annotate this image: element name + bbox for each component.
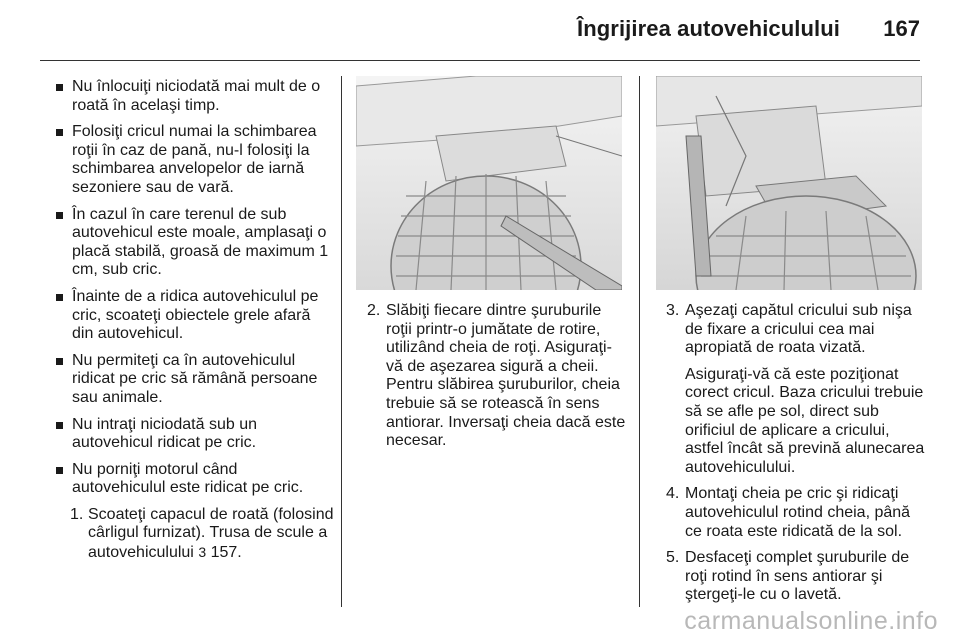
wheel-wrench-illustration: [356, 76, 622, 290]
car-jack-illustration: [656, 76, 922, 290]
wheel-nut-loosening-illustration: [356, 76, 622, 290]
header-rule: [40, 60, 920, 61]
step-number: 1.: [70, 505, 84, 523]
step-text: Aşezaţi capătul cricului sub nişa de fixare a cricului cea mai apropiată de roata vizată.: [685, 302, 912, 357]
step-text: Desfaceţi complet şuruburile de roţi rotind în sens antiorar şi ştergeţi-le cu o lavetă.: [685, 549, 910, 604]
page-reference-arrow-icon: 3: [198, 544, 207, 561]
jack-placement-illustration: [656, 76, 922, 290]
page-reference-link[interactable]: 157.: [210, 544, 242, 562]
watermark: carmanualsonline.info: [684, 607, 938, 635]
column-1: [44, 78, 334, 571]
step-number: 5.: [666, 549, 680, 567]
step-number: 4.: [666, 485, 680, 503]
step-text: Scoateţi capacul de roată (folosind cârligul furnizat). Trusa de scule a autovehiculului: [88, 505, 334, 562]
step-1: [44, 506, 334, 563]
bullet-item: Folosiţi cricul numai la schimbarea roţii în caz de pană, nu-l folosiţi la schimbarea anvelopelor de iarnă sezoniere sau de vară.: [44, 123, 334, 197]
bullet-item: Nu permiteţi ca în autovehiculul ridicat pe cric să rămână persoane sau animale.: [44, 352, 334, 408]
bullet-item: Nu înlocuiţi niciodată mai mult de o roată în acelaşi timp.: [44, 78, 334, 115]
bullet-item: Nu intraţi niciodată sub un autovehicul ridicat pe cric.: [44, 416, 334, 453]
step-text: Slăbiţi fiecare dintre şuruburile roţii printr-o jumătate de rotire, utilizând cheia de roţi. Asiguraţi-vă de aşezarea sigură a cheii. Pentru slăbirea şuruburilor, cheia trebuie să se rotească în sens antiorar. Inversaţi cheia dacă este necesar.: [386, 302, 626, 450]
step-number: 3.: [666, 302, 680, 319]
step-3-note: Asiguraţi-vă că este poziţionat corect cricul. Baza cricului trebuie să se afle pe sol, direct sub orificiul de aplicare a cricului, astfel încât să prevină alunecarea autovehiculului.: [685, 365, 925, 476]
page-number: 167: [883, 16, 920, 41]
column-3: [656, 302, 926, 613]
step-4: [656, 485, 926, 541]
column-2: [357, 302, 627, 459]
column-divider-1: [341, 76, 342, 607]
step-2: [357, 302, 627, 451]
step-5: [656, 549, 926, 605]
bullet-item: Înainte de a ridica autovehiculul pe cric, scoateţi obiectele grele afară din autovehicul.: [44, 288, 334, 344]
column-divider-2: [639, 76, 640, 607]
page-header-title: Îngrijirea autovehiculului: [577, 16, 840, 41]
step-number: 2.: [367, 302, 381, 319]
step-3: [656, 302, 926, 358]
bullet-item: În cazul în care terenul de sub autovehicul este moale, amplasaţi o placă stabilă, groasă de maximum 1 cm, sub cric.: [44, 206, 334, 280]
bullet-item: Nu porniţi motorul când autovehiculul este ridicat pe cric.: [44, 461, 334, 498]
step-text: Montaţi cheia pe cric şi ridicaţi autovehiculul rotind cheia, până ce roata este ridicată de la sol.: [685, 485, 911, 540]
